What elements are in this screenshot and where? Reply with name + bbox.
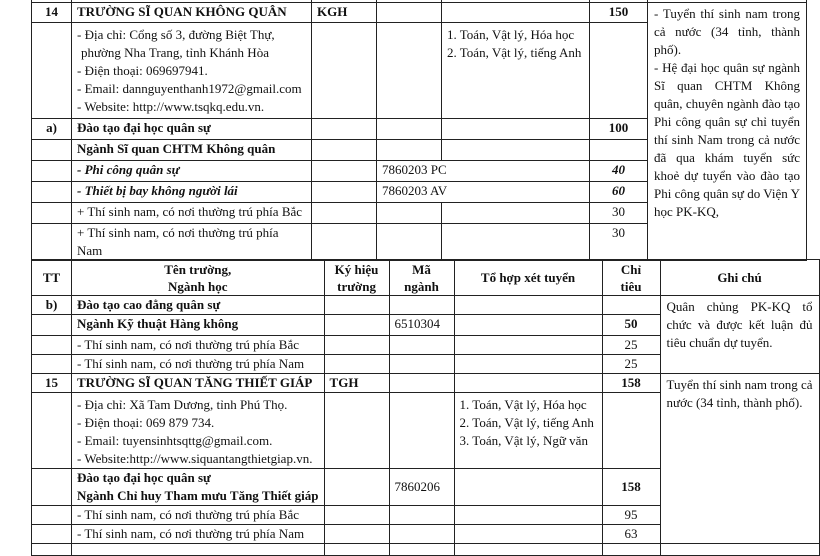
header-label: Ký hiệu: [334, 261, 379, 277]
contact-line: - Điện thoại: 069 879 734.: [77, 415, 215, 430]
contact-line: phường Nha Trang, tỉnh Khánh Hòa: [81, 45, 269, 60]
candidate-group: - Thí sinh nam, có nơi thường trú phía Bắc: [72, 336, 325, 355]
header-combo: Tổ hợp xét tuyển: [454, 260, 602, 296]
header-label: tiêu: [620, 278, 642, 294]
note-cell: [648, 3, 807, 261]
contact-line: - Website:http://www.siquantangthietgiap.vn.: [77, 451, 313, 466]
header-label: ngành: [404, 278, 439, 294]
quota-cell: 30: [590, 203, 648, 224]
contact-line: - Địa chỉ: Cổng số 3, đường Biệt Thự,: [77, 27, 275, 42]
header-label: trường: [337, 278, 376, 294]
candidate-group: - Thí sinh nam, có nơi thường trú phía Nam: [72, 525, 325, 544]
table-row: [32, 544, 820, 556]
combo-line: 1. Toán, Vật lý, Hóa học: [459, 397, 587, 412]
major-code: 7860206: [389, 469, 454, 506]
note-cell: Tuyển thí sinh nam trong cả nước (34 tỉnh, thành phố).: [660, 374, 819, 544]
contact-line: - Email: dannguyenthanh1972@gmail.com: [77, 81, 302, 96]
candidate-group: - Thí sinh nam, có nơi thường trú phía Nam: [72, 355, 325, 374]
major-code: 7860203 AV: [377, 182, 590, 203]
program-type: Đào tạo đại học quân sự: [77, 470, 211, 485]
school-name: TRƯỜNG SĨ QUAN TĂNG THIẾT GIÁP: [72, 374, 325, 393]
header-code: [324, 260, 389, 296]
school-code: TGH: [324, 374, 389, 393]
major-cell: [72, 469, 325, 506]
school-code: KGH: [312, 3, 377, 23]
table-row: [32, 296, 820, 315]
combo-line: 1. Toán, Vật lý, Hóa học: [447, 27, 575, 42]
note-cell: Quân chủng PK-KQ tổ chức và được kết luận đủ tiêu chuẩn dự tuyển.: [660, 296, 819, 374]
header-label: Mã: [412, 261, 431, 277]
combo-cell: [442, 23, 590, 119]
combo-cell: [454, 393, 602, 469]
note-line: - Tuyển thí sinh nam trong cả nước (34 tỉnh, thành phố).: [654, 6, 800, 57]
row-number: 15: [32, 374, 72, 393]
contact-line: - Điện thoại: 069697941.: [77, 63, 208, 78]
quota-cell: 150: [590, 3, 648, 23]
major-name: Ngành Chỉ huy Tham mưu Tăng Thiết giáp: [77, 488, 319, 503]
major-code: 7860203 PC: [377, 161, 590, 182]
header-label: Ngành học: [167, 278, 228, 294]
row-number: 14: [32, 3, 72, 23]
candidate-group: + Thí sinh nam, có nơi thường trú phía Bắc: [72, 203, 312, 224]
quota-cell: 95: [602, 506, 660, 525]
quota-cell: 50: [602, 315, 660, 336]
quota-cell: 63: [602, 525, 660, 544]
quota-cell: 100: [590, 119, 648, 140]
quota-cell: 60: [590, 182, 648, 203]
specialty-name: - Thiết bị bay không người lái: [72, 182, 312, 203]
candidate-group: + Thí sinh nam, có nơi thường trú phía Nam: [72, 224, 312, 261]
header-major-code: [389, 260, 454, 296]
contact-line: - Địa chỉ: Xã Tam Dương, tỉnh Phú Thọ.: [77, 397, 288, 412]
school-name: TRƯỜNG SĨ QUAN KHÔNG QUÂN: [72, 3, 312, 23]
header-tt: TT: [32, 260, 72, 296]
contact-cell: [72, 393, 325, 469]
header-label: Chỉ: [620, 261, 642, 277]
quota-cell: 40: [590, 161, 648, 182]
admissions-table-top: [31, 0, 807, 261]
quota-cell: 30: [590, 224, 648, 261]
quota-cell: 158: [602, 469, 660, 506]
contact-line: - Email: tuyensinhtsqttg@gmail.com.: [77, 433, 273, 448]
row-number: a): [32, 119, 72, 140]
candidate-group: - Thí sinh nam, có nơi thường trú phía Bắc: [72, 506, 325, 525]
admissions-table-bottom: [31, 259, 820, 556]
table-header-row: [32, 260, 820, 296]
specialty-name: - Phi công quân sự: [72, 161, 312, 182]
header-note: Ghi chú: [660, 260, 819, 296]
quota-cell: 25: [602, 355, 660, 374]
contact-cell: [72, 23, 312, 119]
contact-line: - Website: http://www.tsqkq.edu.vn.: [77, 99, 265, 114]
header-label: Tên trường,: [164, 261, 232, 277]
major-name: Ngành Kỹ thuật Hàng không: [72, 315, 325, 336]
header-school: [72, 260, 325, 296]
quota-cell: 158: [602, 374, 660, 393]
table-row: [32, 374, 820, 393]
header-quota: [602, 260, 660, 296]
major-name: Ngành Sĩ quan CHTM Không quân: [72, 140, 312, 161]
major-code: 6510304: [389, 315, 454, 336]
combo-line: 3. Toán, Vật lý, Ngữ văn: [459, 433, 588, 448]
note-line: - Hệ đại học quân sự ngành Sĩ quan CHTM Không quân, chuyên ngành đào tạo Phi công quân sự chỉ tuyển thí sinh Nam trong cả nước đã qua khám tuyển sức khoẻ dự tuyển vào đào tạo Phi công quân sự do Viện Y học PK-KQ,: [654, 60, 800, 219]
program-type: Đào tạo đại học quân sự: [72, 119, 312, 140]
program-type: Đào tạo cao đẳng quân sự: [72, 296, 325, 315]
row-number: b): [32, 296, 72, 315]
table-row: [32, 3, 807, 23]
combo-line: 2. Toán, Vật lý, tiếng Anh: [459, 415, 594, 430]
combo-line: 2. Toán, Vật lý, tiếng Anh: [447, 45, 582, 60]
quota-cell: 25: [602, 336, 660, 355]
